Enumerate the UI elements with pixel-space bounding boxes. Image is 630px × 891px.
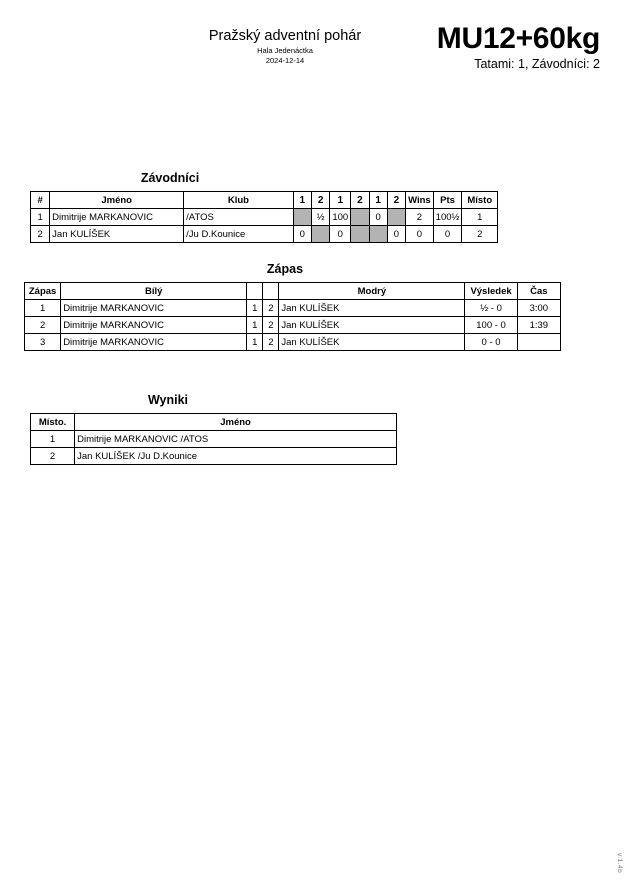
match-result: 0 - 0 xyxy=(465,334,517,351)
match-blue-name: Jan KULÍŠEK xyxy=(279,300,465,317)
table-header-row xyxy=(31,192,498,209)
score-cell xyxy=(369,226,387,243)
match-blue-slot: 2 xyxy=(263,300,279,317)
score-cell: 100 xyxy=(330,209,351,226)
header-white: Bílý xyxy=(61,283,247,300)
score-cell: ½ xyxy=(311,209,329,226)
result-name: Dimitrije MARKANOVIC /ATOS xyxy=(75,431,397,448)
competitor-name: Jan KULÍŠEK xyxy=(50,226,184,243)
competitor-pts: 100½ xyxy=(433,209,462,226)
matches-section-title: Zápas xyxy=(266,262,304,276)
competitor-wins: 0 xyxy=(406,226,434,243)
event-venue: Hala Jedenáctka xyxy=(257,46,313,55)
table-row xyxy=(31,226,498,243)
competitor-pts: 0 xyxy=(433,226,462,243)
score-cell: 0 xyxy=(387,226,405,243)
header-round-1b: 2 xyxy=(311,192,329,209)
table-header-row xyxy=(25,283,561,300)
score-cell xyxy=(293,209,311,226)
category-subtitle: Tatami: 1, Závodníci: 2 xyxy=(474,57,600,71)
match-time: 1:39 xyxy=(517,317,560,334)
header-blue-slot xyxy=(263,283,279,300)
match-white-name: Dimitrije MARKANOVIC xyxy=(61,317,247,334)
score-cell: 0 xyxy=(330,226,351,243)
result-name: Jan KULÍŠEK /Ju D.Kounice xyxy=(75,448,397,465)
header-num: # xyxy=(31,192,50,209)
header-round-2b: 2 xyxy=(351,192,369,209)
header-pts: Pts xyxy=(433,192,462,209)
category-title: MU12+60kg xyxy=(436,22,600,55)
result-place: 2 xyxy=(31,448,75,465)
match-time: 3:00 xyxy=(517,300,560,317)
match-blue-name: Jan KULÍŠEK xyxy=(279,317,465,334)
table-row xyxy=(25,300,561,317)
table-row xyxy=(25,317,561,334)
header-result: Výsledek xyxy=(465,283,517,300)
header-club: Klub xyxy=(184,192,293,209)
match-result: ½ - 0 xyxy=(465,300,517,317)
competitor-num: 1 xyxy=(31,209,50,226)
header-result-place: Místo. xyxy=(31,414,75,431)
result-place: 1 xyxy=(31,431,75,448)
score-cell xyxy=(351,209,369,226)
header-result-name: Jméno xyxy=(75,414,397,431)
score-cell xyxy=(311,226,329,243)
event-info xyxy=(150,28,420,66)
matches-table xyxy=(24,282,561,351)
match-num: 2 xyxy=(25,317,61,334)
match-num: 3 xyxy=(25,334,61,351)
header-place: Místo xyxy=(462,192,498,209)
competitor-name: Dimitrije MARKANOVIC xyxy=(50,209,184,226)
header-round-1a: 1 xyxy=(293,192,311,209)
header-round-3b: 2 xyxy=(387,192,405,209)
event-date: 2024-12-14 xyxy=(265,56,305,65)
match-time xyxy=(517,334,560,351)
table-row xyxy=(31,448,397,465)
header-wins: Wins xyxy=(406,192,434,209)
header-time: Čas xyxy=(517,283,560,300)
header-round-2a: 1 xyxy=(330,192,351,209)
match-white-slot: 1 xyxy=(247,300,263,317)
competitor-wins: 2 xyxy=(406,209,434,226)
header-white-slot xyxy=(247,283,263,300)
score-cell: 0 xyxy=(293,226,311,243)
competitor-club: /ATOS xyxy=(184,209,293,226)
match-white-slot: 1 xyxy=(247,334,263,351)
match-result: 100 - 0 xyxy=(465,317,517,334)
competitor-num: 2 xyxy=(31,226,50,243)
match-blue-slot: 2 xyxy=(263,317,279,334)
score-cell xyxy=(351,226,369,243)
competitor-place: 2 xyxy=(462,226,498,243)
table-row xyxy=(31,431,397,448)
category-block xyxy=(437,22,600,73)
competitors-section-title: Závodníci xyxy=(140,171,200,185)
event-title: Pražský adventní pohár xyxy=(208,28,362,44)
competitor-club: /Ju D.Kounice xyxy=(184,226,293,243)
score-cell xyxy=(387,209,405,226)
score-cell: 0 xyxy=(369,209,387,226)
match-white-name: Dimitrije MARKANOVIC xyxy=(61,334,247,351)
header-round-3a: 1 xyxy=(369,192,387,209)
table-header-row xyxy=(31,414,397,431)
footer-version-code: v.1.4b xyxy=(616,852,623,873)
header-name: Jméno xyxy=(50,192,184,209)
results-table xyxy=(30,413,397,465)
results-section-title: Wyniki xyxy=(147,393,189,407)
table-row xyxy=(25,334,561,351)
page-header xyxy=(0,0,630,90)
table-row xyxy=(31,209,498,226)
header-blue: Modrý xyxy=(279,283,465,300)
match-white-slot: 1 xyxy=(247,317,263,334)
competitors-table xyxy=(30,191,498,243)
match-blue-slot: 2 xyxy=(263,334,279,351)
match-white-name: Dimitrije MARKANOVIC xyxy=(61,300,247,317)
match-num: 1 xyxy=(25,300,61,317)
competitor-place: 1 xyxy=(462,209,498,226)
match-blue-name: Jan KULÍŠEK xyxy=(279,334,465,351)
header-match-num: Zápas xyxy=(25,283,61,300)
